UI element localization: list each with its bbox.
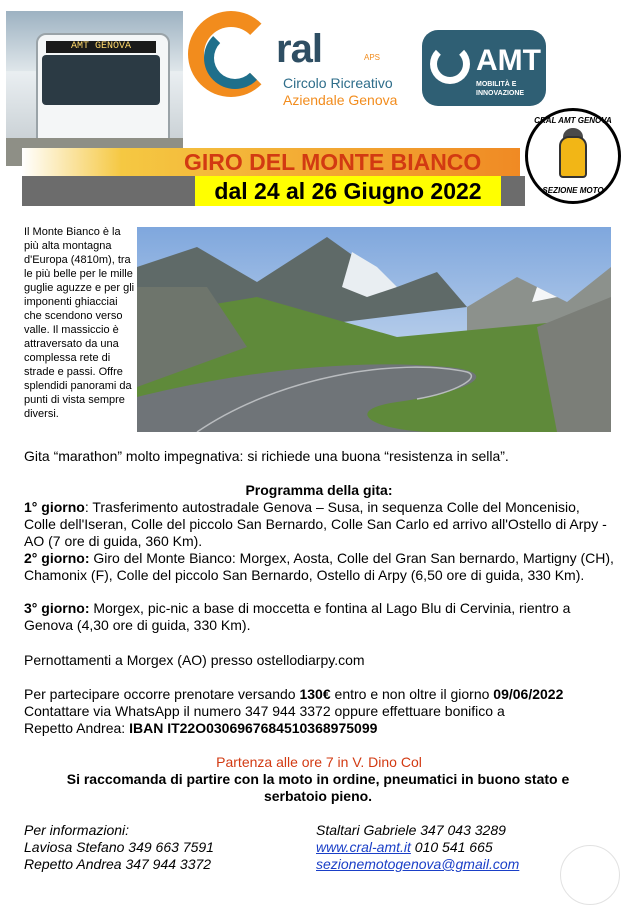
booking-payee: Repetto Andrea: <box>24 720 130 736</box>
watermark-badge <box>560 845 620 905</box>
contact-email-line <box>316 856 519 873</box>
bus-sign: AMT GENOVA <box>46 41 156 53</box>
contacts-heading: Per informazioni: <box>24 822 130 838</box>
moto-badge-top-text: CRAL AMT GENOVA <box>534 116 612 125</box>
overnight-info: Pernottamenti a Morgex (AO) presso ostellodiarpy.com <box>24 652 365 668</box>
program-day-1-label: 1° giorno <box>24 499 85 515</box>
cral-logo-subtitle-2: Aziendale Genova <box>283 92 398 108</box>
title-banner <box>22 148 520 176</box>
moto-badge-bottom-text: SEZIONE MOTO <box>542 186 604 195</box>
program-day-3-label: 3° giorno: <box>24 600 90 616</box>
program-day-1-text: : Trasferimento autostradale Genova – Susa, in sequenza Colle del Moncenisio, Colle dell'Iseran, Colle del piccolo San Bernardo, Colle San Carlo ed arrivo all'Ostello di Arpy - AO (7 ore di guida, 360 Km). <box>24 499 607 549</box>
program-day-1 <box>24 499 614 550</box>
booking-text-b: entro e non oltre il giorno <box>330 686 494 702</box>
cral-logo-word: ral <box>276 27 322 71</box>
program-day-3 <box>24 600 614 634</box>
booking-text-a: Per partecipare occorre prenotare versando <box>24 686 300 702</box>
intro-text: Il Monte Bianco è la più alta montagna d'Europa (4810m), tra le più belle per le mille guglie aguzze e per gli imponenti ghiacciai che scendono verso valle. Il massiccio è attraversato da una complessa rete di strade e passi. Offre splendidi panorami da punti di vista sempre diversi. <box>24 226 135 420</box>
booking-line-1 <box>24 686 624 703</box>
contact-office-phone: 010 541 665 <box>410 839 493 855</box>
cral-logo <box>186 9 401 121</box>
departure-info: Partenza alle ore 7 in V. Dino Col <box>216 754 422 770</box>
booking-line-2: Contattare via WhatsApp il numero 347 944 3372 oppure effettuare bonifico a <box>24 703 505 719</box>
moto-section-badge <box>525 108 625 204</box>
cral-logo-subtitle-1: Circolo Ricreativo <box>283 75 393 91</box>
mountain-road-photo <box>137 227 611 432</box>
booking-price: 130€ <box>299 686 331 702</box>
marathon-note: Gita “marathon” molto impegnativa: si richiede una buona “resistenza in sella”. <box>24 448 509 464</box>
date-banner <box>22 176 525 206</box>
booking-iban: IBAN IT22O0306967684510368975099 <box>129 720 378 736</box>
booking-line-3 <box>24 720 377 737</box>
contact-staltari: Staltari Gabriele 347 043 3289 <box>316 822 506 838</box>
bus-photo <box>6 11 183 166</box>
contact-repetto: Repetto Andrea 347 944 3372 <box>24 856 212 872</box>
program-day-3-text: Morgex, pic-nic a base di moccetta e fontina al Lago Blu di Cervinia, rientro a Genova (4,30 ore di guida, 330 Km). <box>24 600 571 633</box>
recommendation: Si raccomanda di partire con la moto in ordine, pneumatici in buono stato e serbatoio pieno. <box>66 771 570 804</box>
program-day-2 <box>24 550 614 584</box>
program-heading: Programma della gita: <box>245 482 393 498</box>
booking-deadline: 09/06/2022 <box>493 686 564 702</box>
amt-logo-subtitle: MOBILITÀ E INNOVAZIONE <box>476 81 525 97</box>
trip-dates: dal 24 al 26 Giugno 2022 <box>195 176 501 206</box>
contact-web-line <box>316 839 493 856</box>
amt-logo-word: AMT <box>476 44 541 77</box>
contact-laviosa: Laviosa Stefano 349 663 7591 <box>24 839 214 855</box>
amt-logo <box>422 30 546 106</box>
cral-logo-aps: APS <box>364 53 381 62</box>
program-day-2-text: Giro del Monte Bianco: Morgex, Aosta, Colle del Gran San bernardo, Martigny (CH), Chamonix (F), Colle del piccolo San Bernardo, Ostello di Arpy (6,50 ore di guida, 330 Km). <box>24 550 614 583</box>
program-day-2-label: 2° giorno: <box>24 550 90 566</box>
page-title: GIRO DEL MONTE BIANCO <box>184 149 482 175</box>
email-link[interactable]: sezionemotogenova@gmail.com <box>316 856 520 872</box>
website-link[interactable]: www.cral-amt.it <box>316 839 411 855</box>
